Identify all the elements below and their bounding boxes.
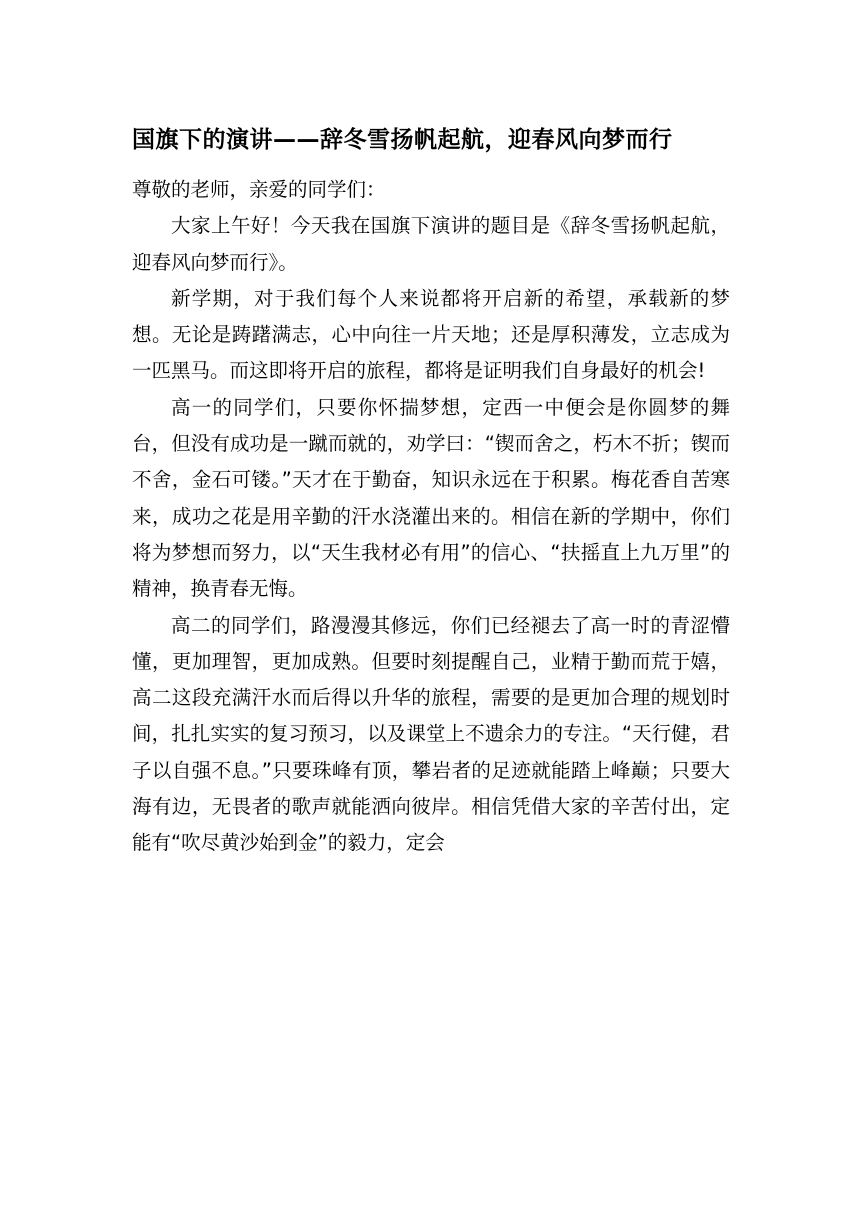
paragraph-grade-one: 高一的同学们，只要你怀揣梦想，定西一中便会是你圆梦的舞台，但没有成功是一蹴而就的，劝学曰：“锲而舍之，朽木不折；锲而不舍，金石可镂。”天才在于勤奋，知识永远在于积累。梅花香自苦寒来，成功之花是用辛勤的汗水浇灌出来的。相信在新的学期中，你们将为梦想而努力，以“天生我材必有用”的信心、“扶摇直上九万里”的精神，换青春无悔。 xyxy=(132,395,730,601)
document-title: 国旗下的演讲——辞冬雪扬帆起航，迎春风向梦而行 xyxy=(132,127,673,153)
paragraph-new-semester: 新学期，对于我们每个人来说都将开启新的希望，承载新的梦想。无论是踌躇满志，心中向往一片天地；还是厚积薄发，立志成为一匹黑马。而这即将开启的旅程，都将是证明我们自身最好的机会! xyxy=(132,286,730,383)
paragraph-greeting: 大家上午好！今天我在国旗下演讲的题目是《辞冬雪扬帆起航，迎春风向梦而行》。 xyxy=(132,214,730,274)
paragraph-grade-two: 高二的同学们，路漫漫其修远，你们已经褪去了高一时的青涩懵懂，更加理智，更加成熟。但要时刻提醒自己，业精于勤而荒于嬉，高二这段充满汗水而后得以升华的旅程，需要的是更加合理的规划时间，扎扎实实的复习预习，以及课堂上不遗余力的专注。“天行健，君子以自强不息。”只要珠峰有顶，攀岩者的足迹就能踏上峰巅；只要大海有边，无畏者的歌声就能洒向彼岸。相信凭借大家的辛苦付出，定能有“吹尽黄沙始到金”的毅力，定会 xyxy=(132,613,730,855)
salutation: 尊敬的老师，亲爱的同学们： xyxy=(132,178,386,201)
document-page xyxy=(132,118,730,862)
